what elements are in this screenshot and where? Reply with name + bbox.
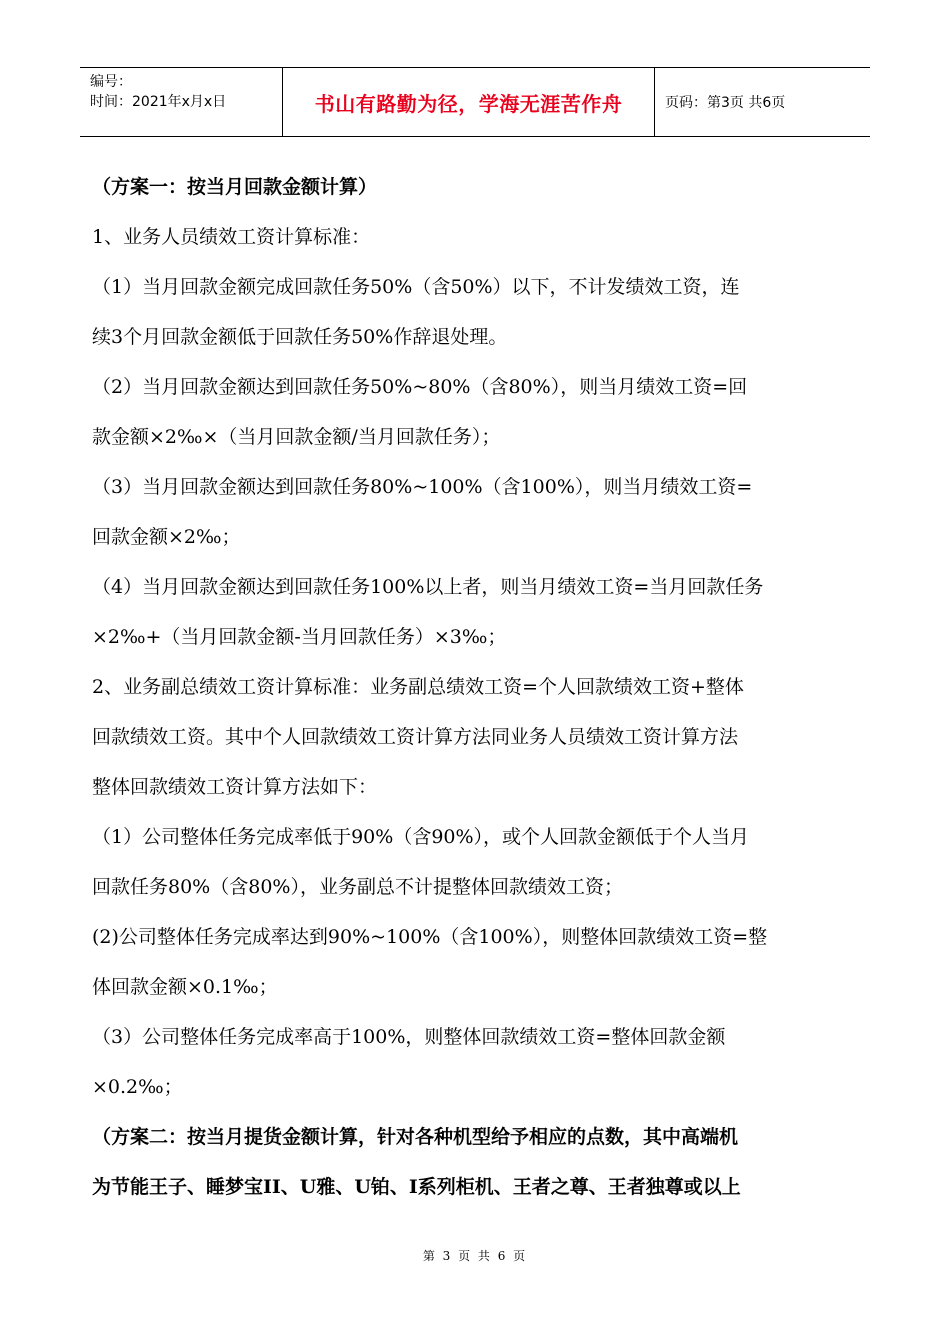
section-heading-plan-two: （方案二：按当月提货金额计算，针对各种机型给予相应的点数，其中高端机 bbox=[92, 1126, 739, 1148]
body-line: （1）公司整体任务完成率低于90%（含90%），或个人回款金额低于个人当月 bbox=[92, 826, 750, 848]
body-line: （1）当月回款金额完成回款任务50%（含50%）以下，不计发绩效工资，连 bbox=[92, 276, 740, 298]
document-body bbox=[92, 162, 860, 1212]
body-line: 回款任务80%（含80%），业务副总不计提整体回款绩效工资； bbox=[92, 876, 623, 898]
body-line: 续3个月回款金额低于回款任务50%作辞退处理。 bbox=[92, 326, 508, 348]
date-label: 时间：2021年x月x日 bbox=[90, 94, 227, 110]
body-line: ×0.2‰； bbox=[92, 1076, 183, 1098]
body-line: （4）当月回款金额达到回款任务100%以上者，则当月绩效工资=当月回款任务 bbox=[92, 576, 764, 598]
body-line: 回款绩效工资。其中个人回款绩效工资计算方法同业务人员绩效工资计算方法 bbox=[92, 726, 739, 748]
header-motto: 书山有路勤为径，学海无涯苦作舟 bbox=[282, 68, 655, 136]
section-heading-plan-one: （方案一：按当月回款金额计算） bbox=[92, 176, 378, 198]
page-footer: 第 3 页 共 6 页 bbox=[422, 1249, 528, 1263]
section-heading-plan-two-cont: 为节能王子、睡梦宝II、U雅、U铂、I系列柜机、王者之尊、王者独尊或以上 bbox=[92, 1176, 741, 1198]
serial-number-label: 编号： bbox=[90, 74, 132, 90]
body-line: （2）当月回款金额达到回款任务50%~80%（含80%），则当月绩效工资=回 bbox=[92, 376, 748, 398]
body-line: 1、业务人员绩效工资计算标准： bbox=[92, 226, 371, 248]
body-line: 体回款金额×0.1‰； bbox=[92, 976, 278, 998]
body-line: 2、业务副总绩效工资计算标准：业务副总绩效工资=个人回款绩效工资+整体 bbox=[92, 676, 744, 698]
body-line: 整体回款绩效工资计算方法如下： bbox=[92, 776, 378, 798]
body-line: 回款金额×2‰； bbox=[92, 526, 241, 548]
document-header bbox=[80, 67, 870, 137]
body-line: （3）公司整体任务完成率高于100%，则整体回款绩效工资=整体回款金额 bbox=[92, 1026, 726, 1048]
body-line: ×2‰+（当月回款金额-当月回款任务）×3‰； bbox=[92, 626, 507, 648]
header-page-info: 页码：第3页 共6页 bbox=[665, 95, 786, 111]
body-line: （3）当月回款金额达到回款任务80%~100%（含100%），则当月绩效工资= bbox=[92, 476, 753, 498]
header-meta bbox=[80, 68, 282, 136]
body-line: (2)公司整体任务完成率达到90%~100%（含100%），则整体回款绩效工资=整 bbox=[92, 926, 768, 948]
body-line: 款金额×2‰×（当月回款金额/当月回款任务）； bbox=[92, 426, 501, 448]
